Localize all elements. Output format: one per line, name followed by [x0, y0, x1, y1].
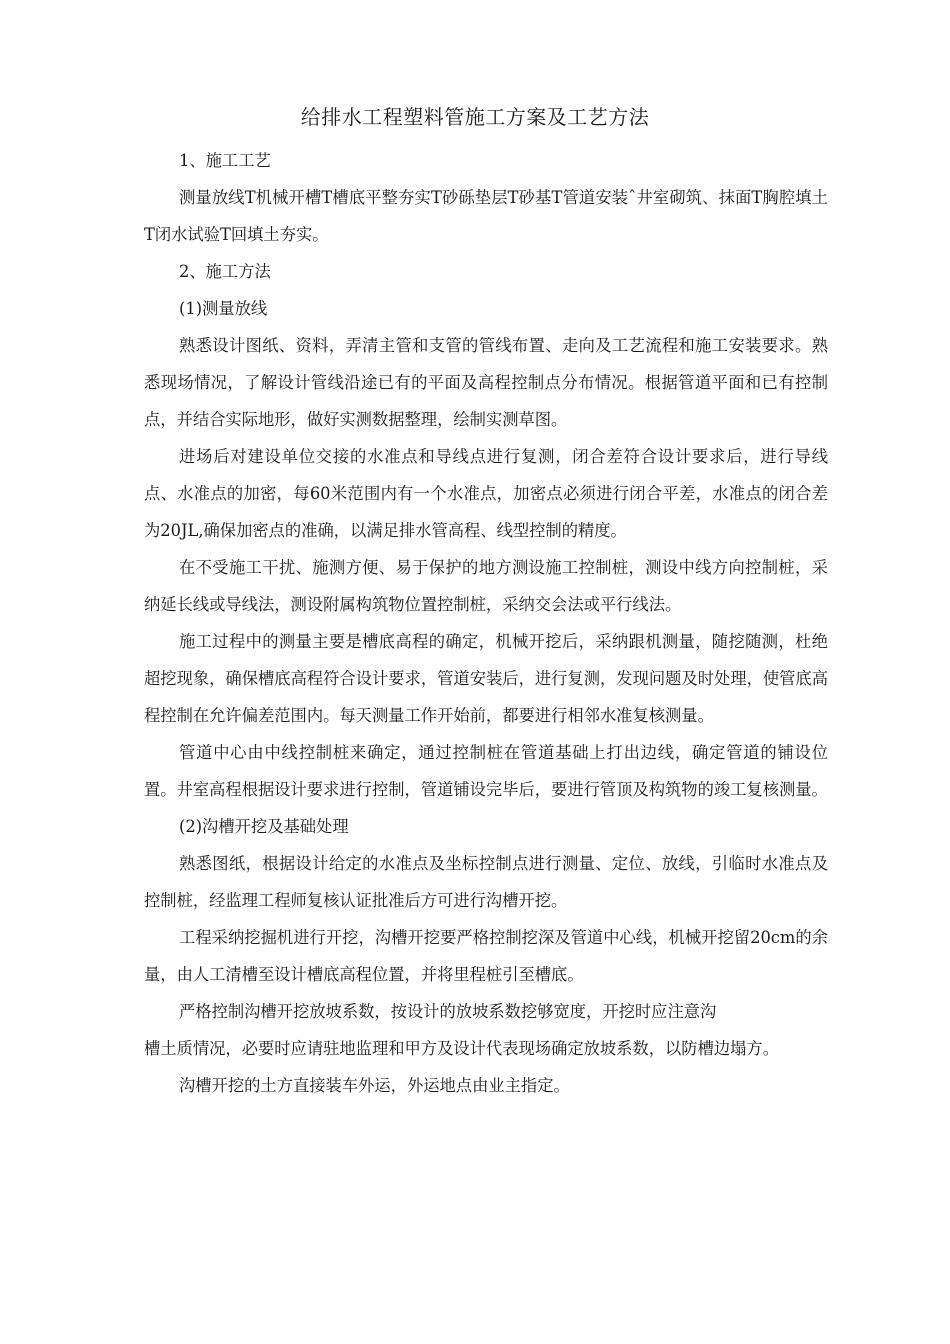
paragraph-continuation: 槽土质情况，必要时应请驻地监理和甲方及设计代表现场确定放坡系数，以防槽边塌方。 [144, 1039, 779, 1058]
paragraph: 沟槽开挖的土方直接装车外运，外运地点由业主指定。 [179, 1076, 570, 1095]
section-heading-2: 2、施工方法 [179, 262, 271, 281]
paragraph: 进场后对建设单位交接的水准点和导线点进行复测，闭合差符合设计要求后，进行导线点、水准点的加密，每60米范围内有一个水准点，加密点必须进行闭合平差，水准点的闭合差为20JL,确保加密点的准确，以满足排水管高程、线型控制的精度。 [144, 447, 828, 540]
document-body [144, 142, 828, 1104]
paragraph: 在不受施工干扰、施测方便、易于保护的地方测设施工控制桩，测设中线方向控制桩，采纳延长线或导线法，测设附属构筑物位置控制桩，采纳交会法或平行线法。 [144, 558, 828, 614]
subsection-heading-1: (1)测量放线 [179, 299, 268, 318]
subsection-heading-2: (2)沟槽开挖及基础处理 [179, 817, 349, 836]
section-heading-1: 1、施工工艺 [179, 151, 271, 170]
paragraph: 熟悉图纸，根据设计给定的水准点及坐标控制点进行测量、定位、放线，引临时水准点及控制桩，经监理工程师复核认证批准后方可进行沟槽开挖。 [144, 854, 828, 910]
paragraph: 施工过程中的测量主要是槽底高程的确定，机械开挖后，采纳跟机测量，随挖随测，杜绝超挖现象，确保槽底高程符合设计要求，管道安装后，进行复测，发现问题及时处理，使管底高程控制在允许偏差范围内。每天测量工作开始前，都要进行相邻水准复核测量。 [144, 632, 828, 725]
paragraph: 严格控制沟槽开挖放坡系数，按设计的放坡系数挖够宽度，开挖时应注意沟 [179, 1002, 717, 1021]
paragraph: 工程采纳挖掘机进行开挖，沟槽开挖要严格控制挖深及管道中心线，机械开挖留20cm的余量，由人工清槽至设计槽底高程位置，并将里程桩引至槽底。 [144, 928, 828, 984]
paragraph-process-flow: 测量放线T机械开槽T槽底平整夯实T砂砾垫层T砂基T管道安装ˆ井室砌筑、抹面T胸腔填土 T闭水试验T回填土夯实。 [144, 188, 828, 244]
paragraph: 管道中心由中线控制桩来确定，通过控制桩在管道基础上打出边线，确定管道的铺设位置。井室高程根据设计要求进行控制，管道铺设完毕后，要进行管顶及构筑物的竣工复核测量。 [144, 743, 828, 799]
paragraph: 熟悉设计图纸、资料，弄清主管和支管的管线布置、走向及工艺流程和施工安装要求。熟悉现场情况，了解设计管线沿途已有的平面及高程控制点分布情况。根据管道平面和已有控制点，并结合实际地形，做好实测数据整理，绘制实测草图。 [144, 336, 828, 429]
page-title: 给排水工程塑料管施工方案及工艺方法 [300, 105, 650, 129]
